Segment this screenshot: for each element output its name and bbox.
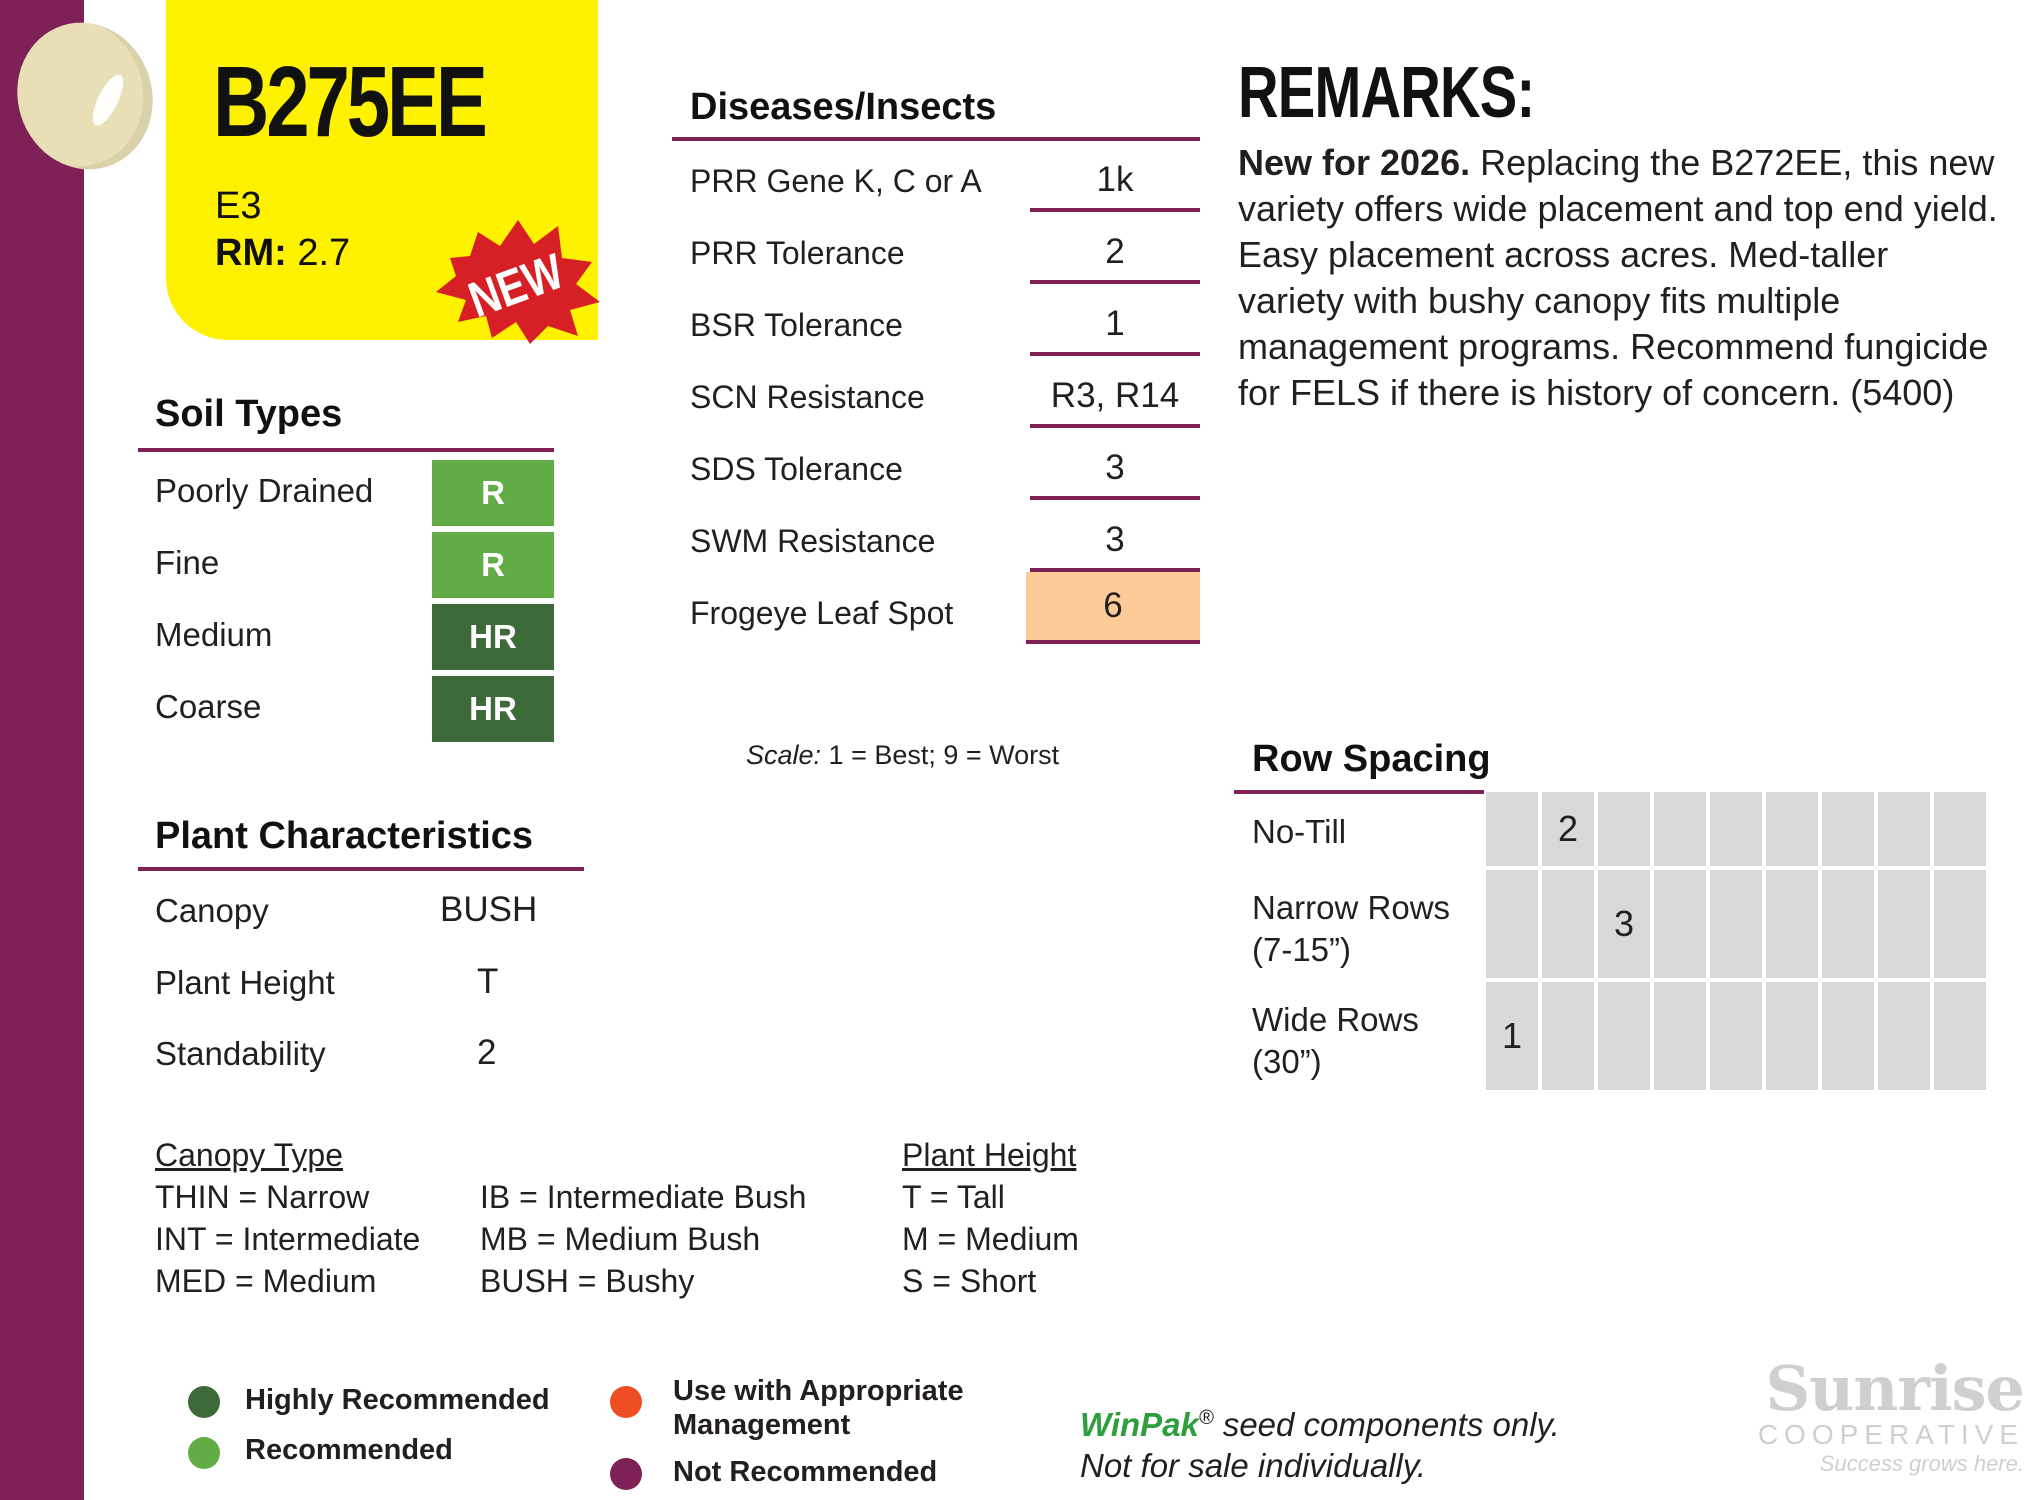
logo-tagline: Success grows here.: [1819, 1450, 2024, 1476]
disease-rule: [1030, 280, 1200, 284]
row-spacing-title: Row Spacing: [1252, 738, 1491, 780]
trait-label: E3: [215, 185, 262, 227]
key-label: Recommended: [245, 1434, 453, 1466]
left-stripe: [0, 0, 84, 1500]
row-spacing-cell: [1652, 868, 1708, 980]
row-spacing-label: [1252, 811, 1346, 853]
canopy-legend-item: BUSH = Bushy: [480, 1263, 695, 1299]
disease-value: 3: [1105, 448, 1125, 487]
remarks-lead: New for 2026.: [1238, 142, 1471, 183]
row-spacing-label-line: (30”): [1252, 1043, 1322, 1080]
pc-label: Plant Height: [155, 964, 335, 1001]
row-spacing-label-line: No-Till: [1252, 813, 1347, 850]
canopy-legend-item: IB = Intermediate Bush: [480, 1179, 807, 1215]
row-spacing-cell: [1932, 790, 1988, 868]
pc-label: Canopy: [155, 892, 269, 929]
row-spacing-grid: [1484, 790, 1988, 1092]
scale-text: 1 = Best; 9 = Worst: [821, 740, 1060, 770]
disease-rule: [1030, 496, 1200, 500]
row-spacing-cell: [1596, 980, 1652, 1092]
canopy-legend-item: INT = Intermediate: [155, 1221, 421, 1257]
winpak-note: [1080, 1398, 1560, 1486]
disease-rule: [1026, 640, 1200, 644]
winpak-line2: Not for sale individually.: [1080, 1447, 1427, 1484]
new-badge: [430, 218, 602, 344]
row-spacing-cell: [1820, 980, 1876, 1092]
key-dot: [610, 1458, 642, 1490]
disease-value: 3: [1105, 520, 1125, 559]
key-dot: [188, 1386, 220, 1418]
scale-label: Scale:: [746, 740, 822, 770]
key-label: Use with Appropriate Management: [673, 1375, 964, 1441]
row-spacing-cell: [1820, 868, 1876, 980]
new-badge-text: NEW: [461, 243, 571, 329]
row-spacing-cell: [1932, 868, 1988, 980]
key-label: Not Recommended: [673, 1456, 938, 1488]
soil-types-rule: [138, 448, 554, 452]
row-spacing-cell: [1540, 980, 1596, 1092]
disease-value: 1k: [1096, 160, 1134, 199]
row-spacing-cell: [1708, 790, 1764, 868]
pc-value: T: [477, 962, 499, 1001]
canopy-legend: [155, 1134, 420, 1302]
height-legend-item: S = Short: [902, 1263, 1037, 1299]
row-spacing-cell: [1764, 868, 1820, 980]
rm-label: RM:: [215, 232, 287, 274]
registered-mark: ®: [1198, 1407, 1214, 1429]
winpak-brand: WinPak: [1080, 1406, 1199, 1443]
row-spacing-label: [1252, 887, 1450, 971]
pc-label: Standability: [155, 1035, 326, 1072]
soil-rating-cell: HR: [432, 676, 554, 742]
soil-rating-cell: HR: [432, 604, 554, 670]
row-spacing-cell: 1: [1484, 980, 1540, 1092]
row-spacing-cell: [1764, 790, 1820, 868]
row-spacing-cell: [1596, 790, 1652, 868]
winpak-line1: seed components only.: [1213, 1406, 1560, 1443]
row-spacing-label-line: (7-15”): [1252, 931, 1352, 968]
height-legend-item: M = Medium: [902, 1221, 1079, 1257]
key-dot: [188, 1437, 220, 1469]
sunrise-cooperative-logo: [1754, 1352, 2024, 1477]
diseases-title: Diseases/Insects: [690, 86, 997, 128]
row-spacing-cell: [1708, 980, 1764, 1092]
disease-rule: [1030, 208, 1200, 212]
key-label: Highly Recommended: [245, 1384, 550, 1416]
pc-value: BUSH: [440, 890, 538, 929]
soil-rating-cell: R: [432, 460, 554, 526]
row-spacing-cell: [1708, 868, 1764, 980]
soil-label: Medium: [155, 616, 273, 653]
height-legend-item: T = Tall: [902, 1179, 1005, 1215]
row-spacing-cell: 2: [1540, 790, 1596, 868]
disease-label: SCN Resistance: [690, 379, 925, 415]
soil-label: Fine: [155, 544, 220, 581]
canopy-legend-item: MB = Medium Bush: [480, 1221, 761, 1257]
relative-maturity: [215, 232, 350, 275]
canopy-legend-item: THIN = Narrow: [155, 1179, 370, 1215]
row-spacing-cell: [1540, 868, 1596, 980]
soil-types-title: Soil Types: [155, 393, 343, 435]
disease-label: BSR Tolerance: [690, 307, 903, 343]
height-legend: [902, 1134, 1079, 1302]
disease-value: 2: [1105, 232, 1125, 271]
diseases-rule: [672, 137, 1200, 141]
remarks-body: [1238, 140, 1998, 416]
row-spacing-cell: [1876, 980, 1932, 1092]
soil-label: Poorly Drained: [155, 472, 374, 509]
rm-value: 2.7: [297, 232, 351, 274]
canopy-legend-col2: [480, 1176, 806, 1302]
row-spacing-cell: [1876, 868, 1932, 980]
row-spacing-cell: [1876, 790, 1932, 868]
soil-label: Coarse: [155, 688, 262, 725]
row-spacing-label-line: Wide Rows: [1252, 1001, 1419, 1038]
row-spacing-cell: 3: [1596, 868, 1652, 980]
disease-rule: [1030, 424, 1200, 428]
disease-label: PRR Tolerance: [690, 235, 905, 271]
variety-name: B275EE: [213, 46, 485, 158]
row-spacing-cell: [1932, 980, 1988, 1092]
canopy-legend-heading: Canopy Type: [155, 1137, 343, 1173]
canopy-legend-item: MED = Medium: [155, 1263, 377, 1299]
disease-rule: [1030, 352, 1200, 356]
disease-value: R3, R14: [1050, 376, 1180, 415]
row-spacing-cell: [1764, 980, 1820, 1092]
plant-characteristics-title: Plant Characteristics: [155, 815, 534, 857]
disease-label: PRR Gene K, C or A: [690, 163, 982, 199]
pc-value: 2: [477, 1033, 497, 1072]
logo-name: Sunrise: [1765, 1352, 2024, 1425]
row-spacing-cell: [1652, 980, 1708, 1092]
row-spacing-cell: [1820, 790, 1876, 868]
key-dot: [610, 1386, 642, 1418]
row-spacing-label: [1252, 999, 1419, 1083]
disease-label: SDS Tolerance: [690, 451, 903, 487]
disease-label: Frogeye Leaf Spot: [690, 595, 954, 631]
disease-value-highlighted: 6: [1026, 572, 1200, 640]
disease-value: 1: [1105, 304, 1125, 343]
row-spacing-cell: [1484, 868, 1540, 980]
logo-sub: COOPERATIVE: [1757, 1419, 2024, 1450]
row-spacing-label-line: Narrow Rows: [1252, 889, 1451, 926]
height-legend-heading: Plant Height: [902, 1137, 1077, 1173]
row-spacing-cell: [1652, 790, 1708, 868]
remarks-title: REMARKS:: [1238, 53, 1535, 133]
soil-rating-cell: R: [432, 532, 554, 598]
disease-label: SWM Resistance: [690, 523, 936, 559]
plant-characteristics-rule: [138, 867, 584, 871]
scale-note: [746, 740, 1059, 771]
remarks-text: Replacing the B272EE, this new variety offers wide placement and top end yield. Easy placement across acres. Med-taller variety with bushy canopy fits multiple management programs. Recommend fungicide for FELS if there is history of concern. (5400): [1238, 142, 1998, 413]
row-spacing-cell: [1484, 790, 1540, 868]
